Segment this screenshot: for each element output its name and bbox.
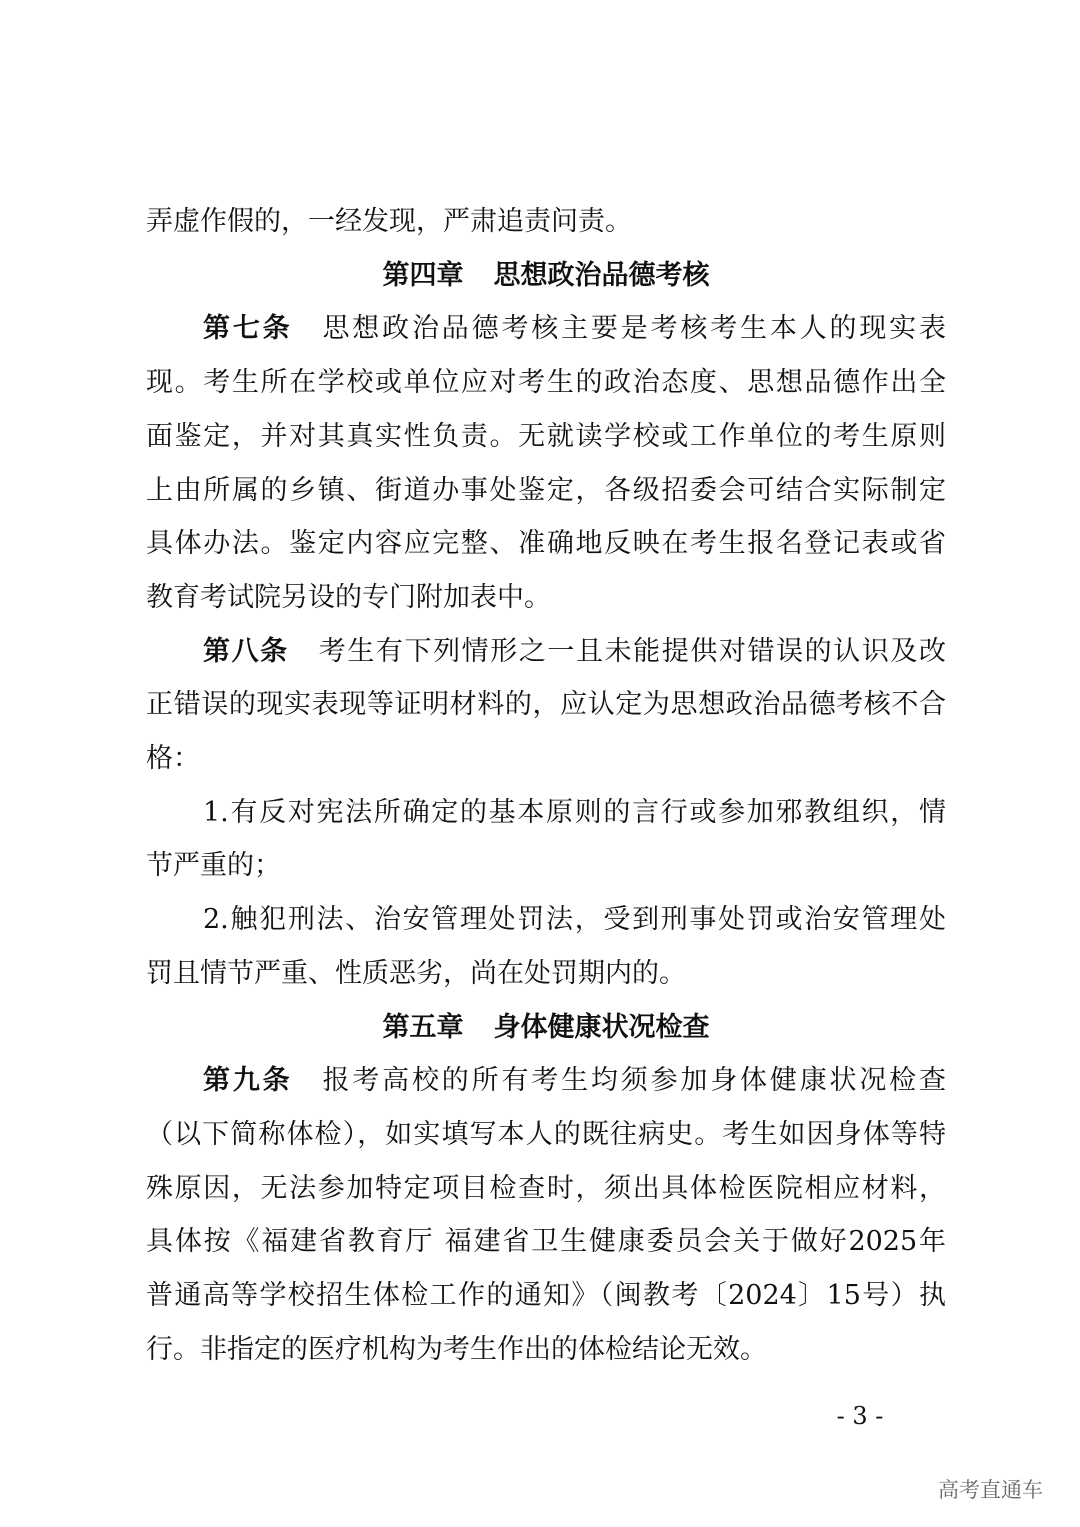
line-text: 思想政治品德考核主要是考核考生本人的现实表 — [322, 313, 947, 344]
paragraph-line — [203, 1054, 946, 1108]
chapter-heading — [0, 1001, 1080, 1055]
paragraph-line — [203, 302, 946, 356]
chapter-heading — [0, 249, 1080, 303]
paragraph-line — [146, 356, 946, 410]
line-text: 报考高校的所有考生均须参加身体健康状况检查 — [322, 1065, 947, 1096]
paragraph-line — [146, 464, 946, 518]
paragraph-line — [146, 195, 946, 249]
line-text: 罚且情节严重、性质恶劣，尚在处罚期内的。 — [146, 958, 686, 989]
paragraph-line — [203, 786, 946, 840]
paragraph-line — [146, 1215, 946, 1269]
article-number: 第八条 — [203, 636, 289, 667]
paragraph-line — [146, 1269, 946, 1323]
line-text: 弄虚作假的，一经发现，严肃追责问责。 — [146, 206, 632, 237]
line-text: 面鉴定，并对其真实性负责。无就读学校或工作单位的考生原则 — [146, 421, 946, 452]
line-text: 具体办法。鉴定内容应完整、准确地反映在考生报名登记表或省 — [146, 528, 946, 559]
paragraph-line — [146, 517, 946, 571]
chapter-number: 第五章 — [382, 1012, 464, 1043]
paragraph-line — [146, 1108, 946, 1162]
line-text: 节严重的； — [146, 850, 281, 881]
line-text: 殊原因，无法参加特定项目检查时，须出具体检医院相应材料， — [146, 1173, 946, 1204]
line-text: 现。考生所在学校或单位应对考生的政治态度、思想品德作出全 — [146, 367, 946, 398]
paragraph-line — [146, 410, 946, 464]
line-text: 具体按《福建省教育厅 福建省卫生健康委员会关于做好2025年 — [146, 1226, 946, 1257]
line-text: 1.有反对宪法所确定的基本原则的言行或参加邪教组织，情 — [203, 797, 946, 828]
line-text: 格： — [146, 743, 200, 774]
paragraph-line — [203, 893, 946, 947]
chapter-title: 身体健康状况检查 — [493, 1012, 710, 1043]
paragraph-line — [146, 732, 946, 786]
watermark: 高考直通车 — [938, 1478, 1043, 1502]
chapter-number: 第四章 — [382, 260, 464, 291]
line-text: 教育考试院另设的专门附加表中。 — [146, 582, 551, 613]
line-text: 上由所属的乡镇、街道办事处鉴定，各级招委会可结合实际制定 — [146, 475, 946, 506]
paragraph-line — [203, 625, 946, 679]
line-text: 考生有下列情形之一且未能提供对错误的认识及改 — [318, 636, 946, 667]
article-number: 第七条 — [203, 313, 293, 344]
paragraph-line — [146, 839, 946, 893]
line-text: 普通高等学校招生体检工作的通知》（闽教考〔2024〕15号）执 — [146, 1280, 946, 1311]
page-number: - 3 - — [836, 1402, 884, 1430]
chapter-title: 思想政治品德考核 — [493, 260, 710, 291]
paragraph-line — [146, 1323, 946, 1377]
line-text: 行。非指定的医疗机构为考生作出的体检结论无效。 — [146, 1334, 767, 1365]
line-text: （以下简称体检），如实填写本人的既往病史。考生如因身体等特 — [146, 1119, 946, 1150]
paragraph-line — [146, 947, 946, 1001]
paragraph-line — [146, 571, 946, 625]
line-text: 2.触犯刑法、治安管理处罚法，受到刑事处罚或治安管理处 — [203, 904, 946, 935]
paragraph-line — [146, 678, 946, 732]
line-text: 正错误的现实表现等证明材料的，应认定为思想政治品德考核不合 — [146, 689, 946, 720]
article-number: 第九条 — [203, 1065, 293, 1096]
paragraph-line — [146, 1162, 946, 1216]
